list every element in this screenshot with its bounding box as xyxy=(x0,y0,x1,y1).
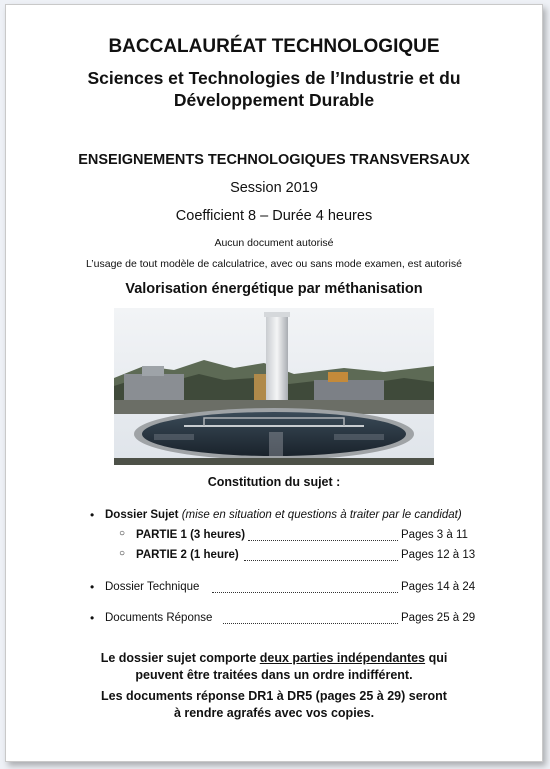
documents-rule: Aucun document autorisé xyxy=(214,237,334,249)
documents-reponse-label: Documents Réponse xyxy=(105,612,213,624)
note-text: peuvent être traitées dans un ordre indifférent. xyxy=(135,668,413,682)
note-text: à rendre agrafés avec vos copies. xyxy=(173,706,375,720)
page-subtitle: Sciences et Technologies de l’Industrie et du Développement Durable xyxy=(87,68,461,110)
note-text: Le dossier sujet comporte xyxy=(100,651,260,665)
note-text: Les documents réponse DR1 à DR5 (pages 25 à 29) seront xyxy=(101,689,447,703)
page-title: BACCALAURÉAT TECHNOLOGIQUE xyxy=(108,36,440,57)
dossier-technique-label: Dossier Technique xyxy=(105,581,200,593)
constitution-heading: Constitution du sujet : xyxy=(207,475,341,489)
dot-leader xyxy=(223,613,398,624)
partie-2-pages: Pages 12 à 13 xyxy=(401,549,476,561)
exam-topic: Valorisation énergétique par méthanisation xyxy=(125,281,423,297)
dot-leader xyxy=(244,550,398,561)
documents-reponse-pages: Pages 25 à 29 xyxy=(401,612,476,624)
dot-leader xyxy=(248,530,398,541)
partie-2-label: PARTIE 2 (1 heure) xyxy=(136,549,239,561)
circle-bullet-icon: ○ xyxy=(119,528,126,539)
dossier-sujet-line xyxy=(105,509,462,521)
exam-cover-page xyxy=(5,4,543,762)
dossier-sujet-note: (mise en situation et questions à traiter par le candidat) xyxy=(181,509,462,521)
bullet-dot: • xyxy=(90,580,95,594)
calculator-rule: L’usage de tout modèle de calculatrice, avec ou sans mode examen, est autorisé xyxy=(86,258,462,270)
note-return xyxy=(6,688,542,722)
bullet-dot: • xyxy=(90,611,95,625)
exam-name: ENSEIGNEMENTS TECHNOLOGIQUES TRANSVERSAUX xyxy=(78,152,470,168)
exam-coefficient: Coefficient 8 – Durée 4 heures xyxy=(175,208,373,224)
dot-leader xyxy=(212,582,398,593)
methanisation-plant-photo xyxy=(114,308,434,465)
exam-session: Session 2019 xyxy=(230,180,318,196)
dossier-sujet-label: Dossier Sujet xyxy=(105,509,179,521)
dossier-technique-pages: Pages 14 à 24 xyxy=(401,581,476,593)
partie-1-pages: Pages 3 à 11 xyxy=(401,529,468,541)
note-text: qui xyxy=(425,651,448,665)
circle-bullet-icon: ○ xyxy=(119,548,126,559)
note-emphasis: deux parties indépendantes xyxy=(259,651,426,665)
bullet-dot: • xyxy=(90,508,95,522)
note-parts xyxy=(6,650,542,684)
partie-1-label: PARTIE 1 (3 heures) xyxy=(136,529,246,541)
